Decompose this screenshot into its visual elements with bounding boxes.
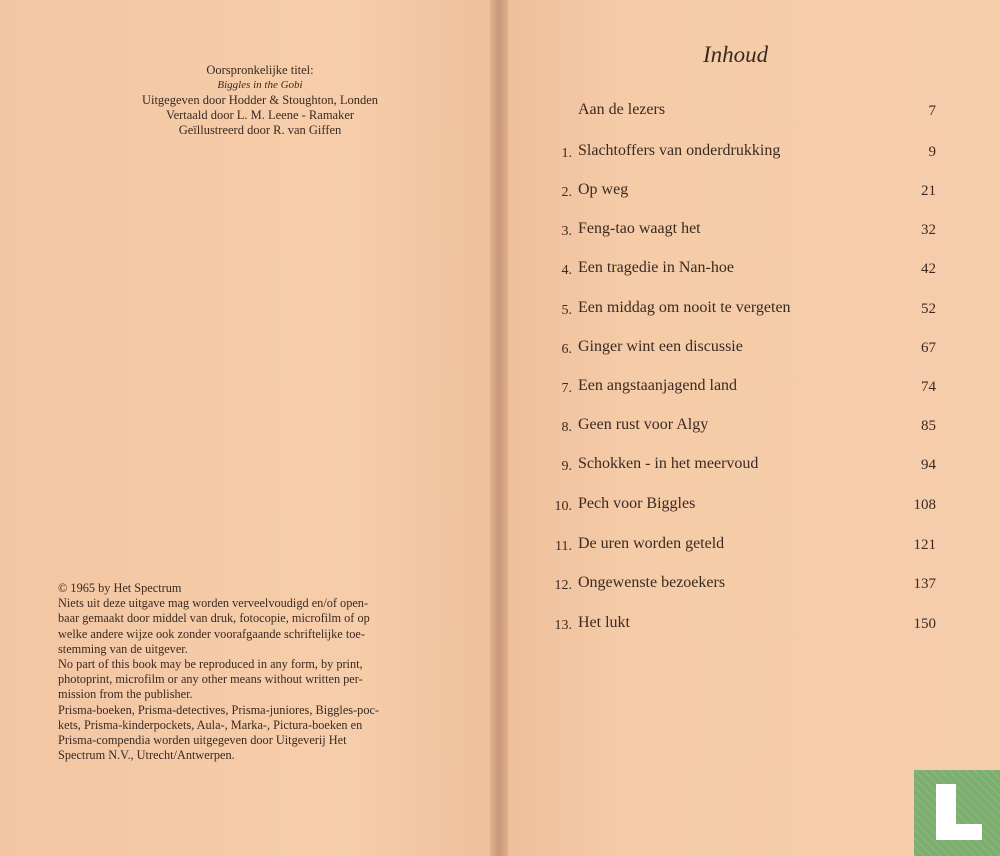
copyright-line: Spectrum N.V., Utrecht/Antwerpen. bbox=[58, 748, 235, 763]
page-number: 67 bbox=[921, 340, 936, 356]
chapter-number: 1. bbox=[561, 146, 572, 161]
chapter-number: 8. bbox=[561, 420, 572, 435]
toc-entry bbox=[520, 495, 940, 519]
toc-entry bbox=[520, 259, 940, 283]
chapter-number: 5. bbox=[561, 303, 572, 318]
chapter-title: Op weg bbox=[578, 181, 629, 198]
page-number: 94 bbox=[921, 457, 936, 473]
toc-heading: Inhoud bbox=[703, 42, 769, 67]
chapter-number: 2. bbox=[561, 185, 572, 200]
illustrator-line: Geïllustreerd door R. van Giffen bbox=[178, 123, 342, 137]
chapter-title: Schokken - in het meervoud bbox=[578, 455, 759, 472]
copyright-line: mission from the publisher. bbox=[58, 687, 193, 702]
page-number: 21 bbox=[921, 183, 936, 199]
copyright-line: Niets uit deze uitgave mag worden verveelvoudigd en/of open- bbox=[58, 596, 369, 611]
chapter-title: Feng-tao waagt het bbox=[578, 220, 701, 237]
toc-entry bbox=[520, 101, 940, 125]
page-number: 137 bbox=[913, 576, 936, 592]
chapter-number: 3. bbox=[561, 224, 572, 239]
page-number: 32 bbox=[921, 222, 936, 238]
publisher-line: Uitgegeven door Hodder & Stoughton, Londen bbox=[141, 93, 379, 107]
toc-entry bbox=[520, 377, 940, 401]
copyright-line: welke andere wijze ook zonder voorafgaande schriftelijke toe- bbox=[58, 626, 365, 641]
toc-entry bbox=[520, 535, 940, 559]
chapter-title: De uren worden geteld bbox=[578, 535, 725, 552]
page-number: 52 bbox=[921, 301, 936, 317]
chapter-number: 12. bbox=[554, 578, 572, 593]
toc-entry bbox=[520, 455, 940, 479]
chapter-number: 13. bbox=[554, 618, 572, 633]
logo-texture bbox=[914, 770, 1000, 856]
toc-entry bbox=[520, 181, 940, 205]
copyright-line: stemming van de uitgever. bbox=[58, 641, 188, 656]
chapter-title: Een middag om nooit te vergeten bbox=[578, 299, 791, 316]
page-number: 7 bbox=[928, 103, 936, 119]
copyright-line: © 1965 by Het Spectrum bbox=[58, 581, 182, 595]
original-title-label: Oorspronkelijke titel: bbox=[206, 63, 314, 77]
toc-entry bbox=[520, 142, 940, 166]
chapter-title: Een tragedie in Nan-hoe bbox=[578, 259, 734, 276]
translator-line: Vertaald door L. M. Leene - Ramaker bbox=[165, 108, 355, 122]
chapter-number: 6. bbox=[561, 342, 572, 357]
copyright-line: Prisma-boeken, Prisma-detectives, Prisma-juniores, Biggles-poc- bbox=[58, 702, 380, 717]
page-number: 85 bbox=[921, 418, 936, 434]
chapter-title: Pech voor Biggles bbox=[578, 495, 696, 512]
toc-entry bbox=[520, 614, 940, 638]
page-number: 9 bbox=[928, 144, 936, 160]
page-number: 108 bbox=[913, 497, 936, 513]
chapter-title: Geen rust voor Algy bbox=[578, 416, 709, 433]
chapter-number: 10. bbox=[554, 499, 572, 514]
l-logo-icon bbox=[914, 770, 1000, 856]
page-number: 150 bbox=[913, 616, 936, 632]
page-number: 42 bbox=[921, 261, 936, 277]
chapter-number: 4. bbox=[561, 263, 572, 278]
chapter-number: 11. bbox=[555, 539, 572, 554]
chapter-title: Ongewenste bezoekers bbox=[578, 574, 726, 591]
logo-l-foot bbox=[936, 824, 982, 840]
chapter-title: Een angstaanjagend land bbox=[578, 377, 738, 394]
chapter-title: Aan de lezers bbox=[578, 101, 666, 118]
toc-entry bbox=[520, 299, 940, 323]
toc-entry bbox=[520, 338, 940, 362]
chapter-number: 9. bbox=[561, 459, 572, 474]
toc-entry bbox=[520, 416, 940, 440]
page-number: 121 bbox=[913, 537, 936, 553]
chapter-title: Ginger wint een discussie bbox=[578, 338, 743, 355]
chapter-title: Het lukt bbox=[578, 614, 630, 631]
copyright-line: Prisma-compendia worden uitgegeven door Uitgeverij Het bbox=[58, 733, 347, 748]
copyright-line: photoprint, microfilm or any other means without written per- bbox=[58, 672, 363, 687]
page-number: 74 bbox=[921, 379, 936, 395]
copyright-line: kets, Prisma-kinderpockets, Aula-, Marka-, Pictura-boeken en bbox=[58, 717, 363, 732]
copyright-line: baar gemaakt door middel van druk, fotocopie, microfilm of op bbox=[58, 611, 370, 626]
chapter-number: 7. bbox=[561, 381, 572, 396]
copyright-line: No part of this book may be reproduced in any form, by print, bbox=[58, 657, 363, 672]
toc-entry bbox=[520, 220, 940, 244]
chapter-title: Slachtoffers van onderdrukking bbox=[578, 142, 781, 159]
original-title: Biggles in the Gobi bbox=[217, 79, 303, 91]
toc-entry bbox=[520, 574, 940, 598]
